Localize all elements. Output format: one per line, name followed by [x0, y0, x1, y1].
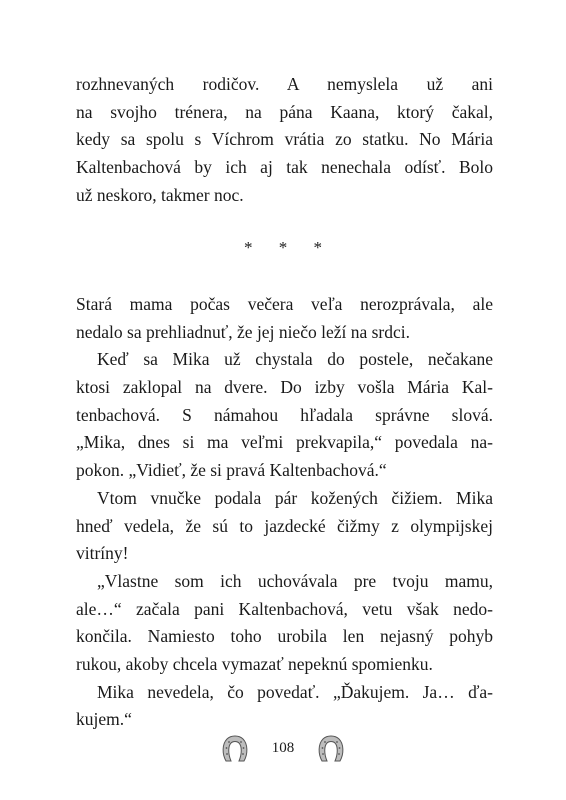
text-line: rozhnevaných rodičov. A nemyslela už ani [76, 74, 493, 94]
text-line: „Mika, dnes si ma veľmi prekvapila,“ povedala na- [76, 432, 493, 453]
text-line: nedalo sa prehliadnuť, že jej niečo leží na srdci. [76, 321, 411, 342]
text-line: „Vlastne som ich uchovávala pre tvoju mamu, [97, 570, 493, 591]
text-line: pokon. „Vidieť, že si pravá Kaltenbachová.“ [76, 460, 387, 481]
horseshoe-icon [317, 734, 345, 764]
text-line: ale…“ začala pani Kaltenbachová, vetu však nedo- [76, 598, 493, 619]
text-line: na svojho trénera, na pána Kaana, ktorý čakal, [76, 101, 493, 122]
text-line: Keď sa Mika už chystala do postele, nečakane [97, 349, 493, 370]
page-footer [0, 734, 566, 766]
text-line: ktosi zaklopal na dvere. Do izby vošla Mária Kal- [76, 377, 493, 398]
text-line: rukou, akoby chcela vymazať nepeknú spomienku. [76, 653, 433, 674]
section-separator: * * * [244, 238, 333, 257]
text-line: hneď vedela, že sú to jazdecké čižmy z olympijskej [76, 515, 493, 536]
text-line: Stará mama počas večera veľa nerozprávala, ale [76, 294, 493, 314]
text-line: vitríny! [76, 543, 129, 564]
text-line: tenbachová. S námahou hľadala správne slová. [76, 404, 493, 425]
text-line: Mika nevedela, čo povedať. „Ďakujem. Ja… ďa- [97, 681, 493, 702]
page-number: 108 [271, 740, 295, 756]
text-block-2 [76, 291, 493, 734]
text-block-1 [76, 71, 493, 209]
text-line: Kaltenbachová by ich aj tak nenechala odísť. Bolo [76, 157, 493, 178]
text-line: končila. Namiesto toho urobila len nejasný pohyb [76, 626, 493, 647]
text-line: kedy sa spolu s Víchrom vrátia zo statku. No Mária [76, 129, 493, 150]
text-line: Vtom vnučke podala pár kožených čižiem. Mika [97, 487, 493, 508]
text-line: už neskoro, takmer noc. [76, 184, 244, 205]
text-line: kujem.“ [76, 709, 132, 730]
